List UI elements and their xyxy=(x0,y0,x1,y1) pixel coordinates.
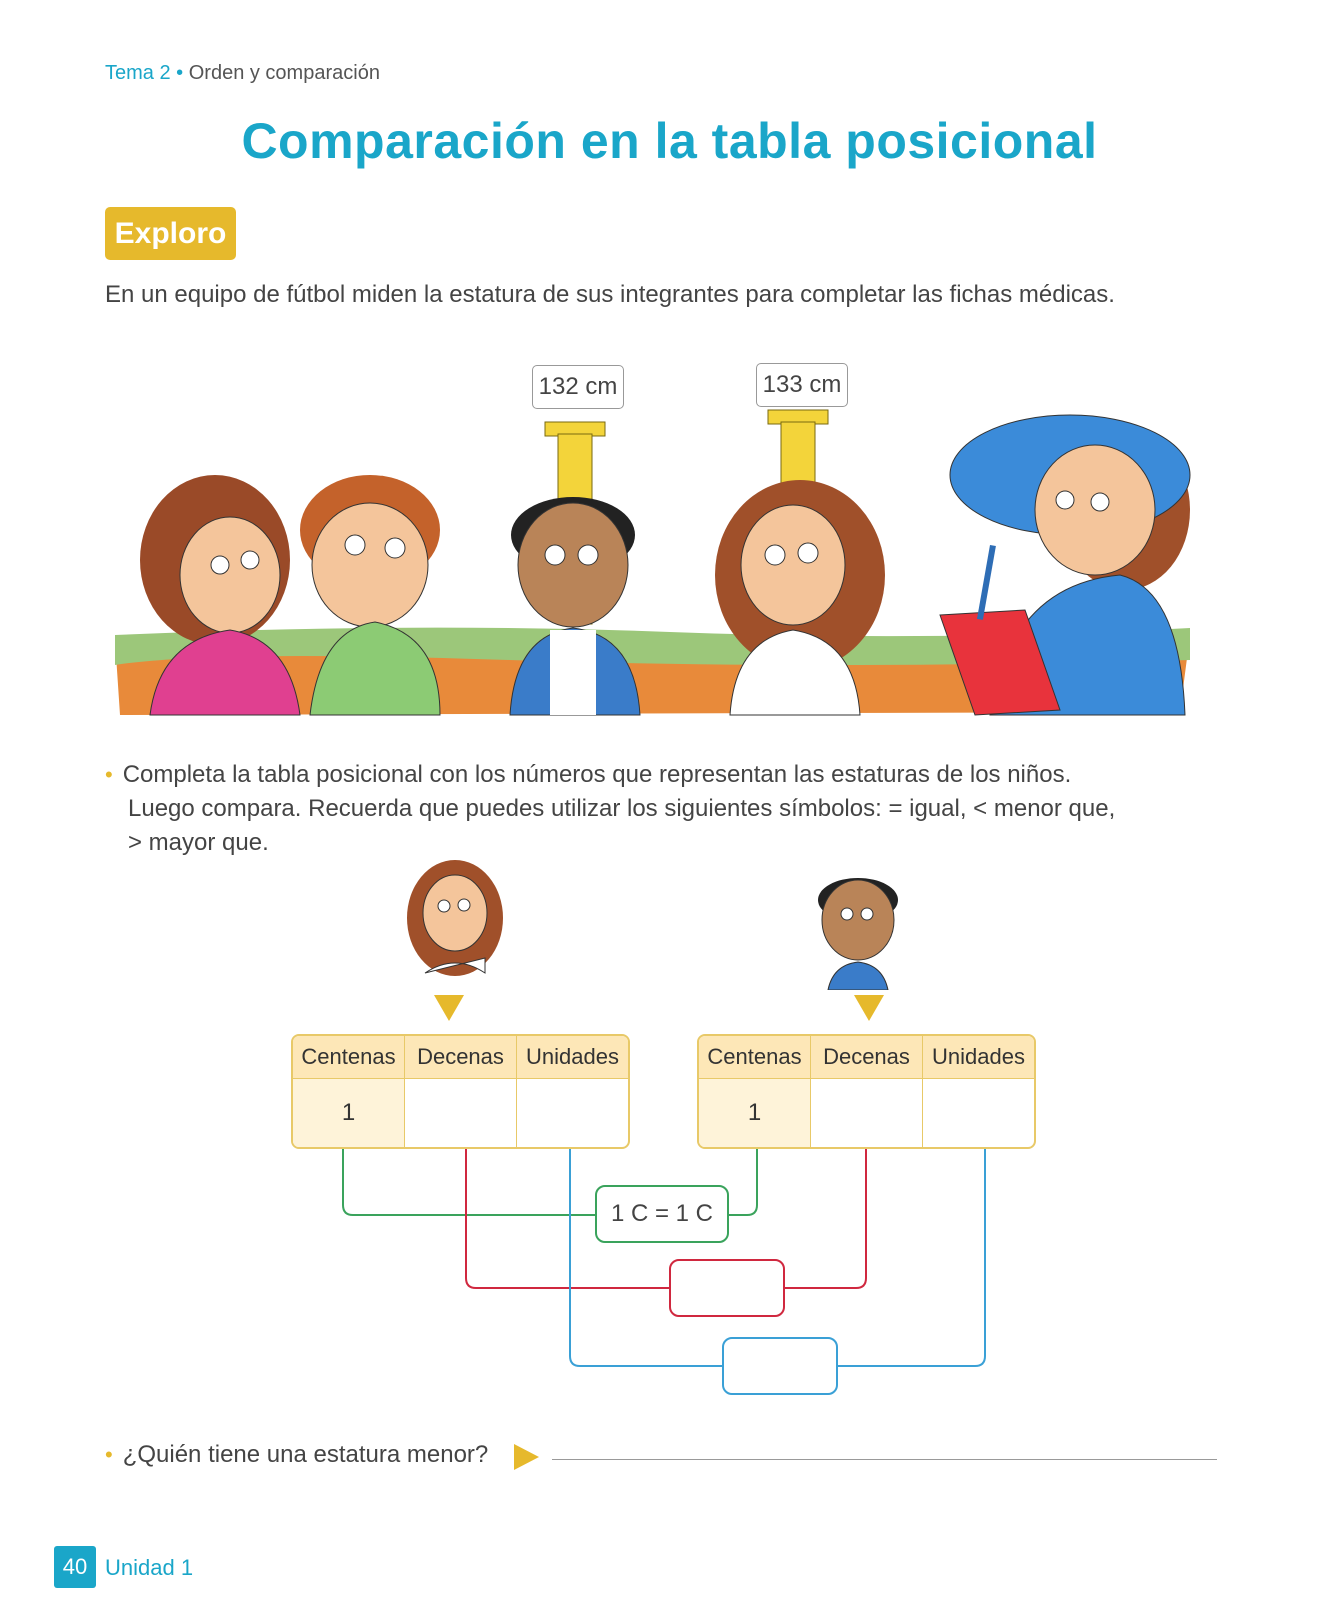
instruction-line-3: > mayor que. xyxy=(128,829,269,856)
arrow-right-icon xyxy=(510,1441,542,1473)
comparison-centenas-text: 1 C = 1 C xyxy=(610,1200,714,1227)
height-label-132: 132 cm xyxy=(532,365,624,409)
topic-number: Tema 2 xyxy=(105,62,171,84)
bullet: • xyxy=(105,762,113,787)
page-title: Comparación en la tabla posicional xyxy=(241,113,1098,169)
cell-unidades[interactable] xyxy=(923,1079,1034,1147)
cell-centenas: 1 xyxy=(699,1079,811,1147)
cell-centenas: 1 xyxy=(293,1079,405,1147)
cell-decenas[interactable] xyxy=(405,1079,517,1147)
question-text: ¿Quién tiene una estatura menor? xyxy=(122,1441,489,1468)
header-unidades: Unidades xyxy=(526,1044,619,1069)
cell-decenas[interactable] xyxy=(811,1079,923,1147)
instruction-line-2: Luego compara. Recuerda que puedes utilizar los siguientes símbolos: = igual, < menor que, xyxy=(128,795,1116,822)
header-unidades: Unidades xyxy=(932,1044,1025,1069)
header-decenas: Decenas xyxy=(405,1036,517,1078)
header-centenas: Centenas xyxy=(293,1036,405,1078)
topic-subtitle: Orden y comparación xyxy=(188,62,380,84)
section-badge: Exploro xyxy=(105,207,236,260)
comparison-decenas-text xyxy=(670,1260,784,1316)
header-decenas: Decenas xyxy=(811,1036,923,1078)
bullet: • xyxy=(105,1442,113,1467)
page-number: 40 xyxy=(54,1546,96,1588)
intro-text: En un equipo de fútbol miden la estatura de sus integrantes para completar las fichas médicas. xyxy=(105,281,1115,308)
cell-unidades[interactable] xyxy=(517,1079,628,1147)
height-label-133: 133 cm xyxy=(756,363,848,407)
instruction-line-1: Completa la tabla posicional con los números que representan las estaturas de los niños. xyxy=(122,761,1072,788)
question xyxy=(105,1438,488,1472)
comparison-unidades-text xyxy=(723,1338,837,1394)
answer-line[interactable] xyxy=(552,1459,1217,1460)
header-centenas: Centenas xyxy=(699,1036,811,1078)
unit-label: Unidad 1 xyxy=(105,1555,194,1580)
topic-separator: • xyxy=(176,62,184,84)
place-value-table-boy xyxy=(697,1034,1036,1149)
place-value-table-girl xyxy=(291,1034,630,1149)
